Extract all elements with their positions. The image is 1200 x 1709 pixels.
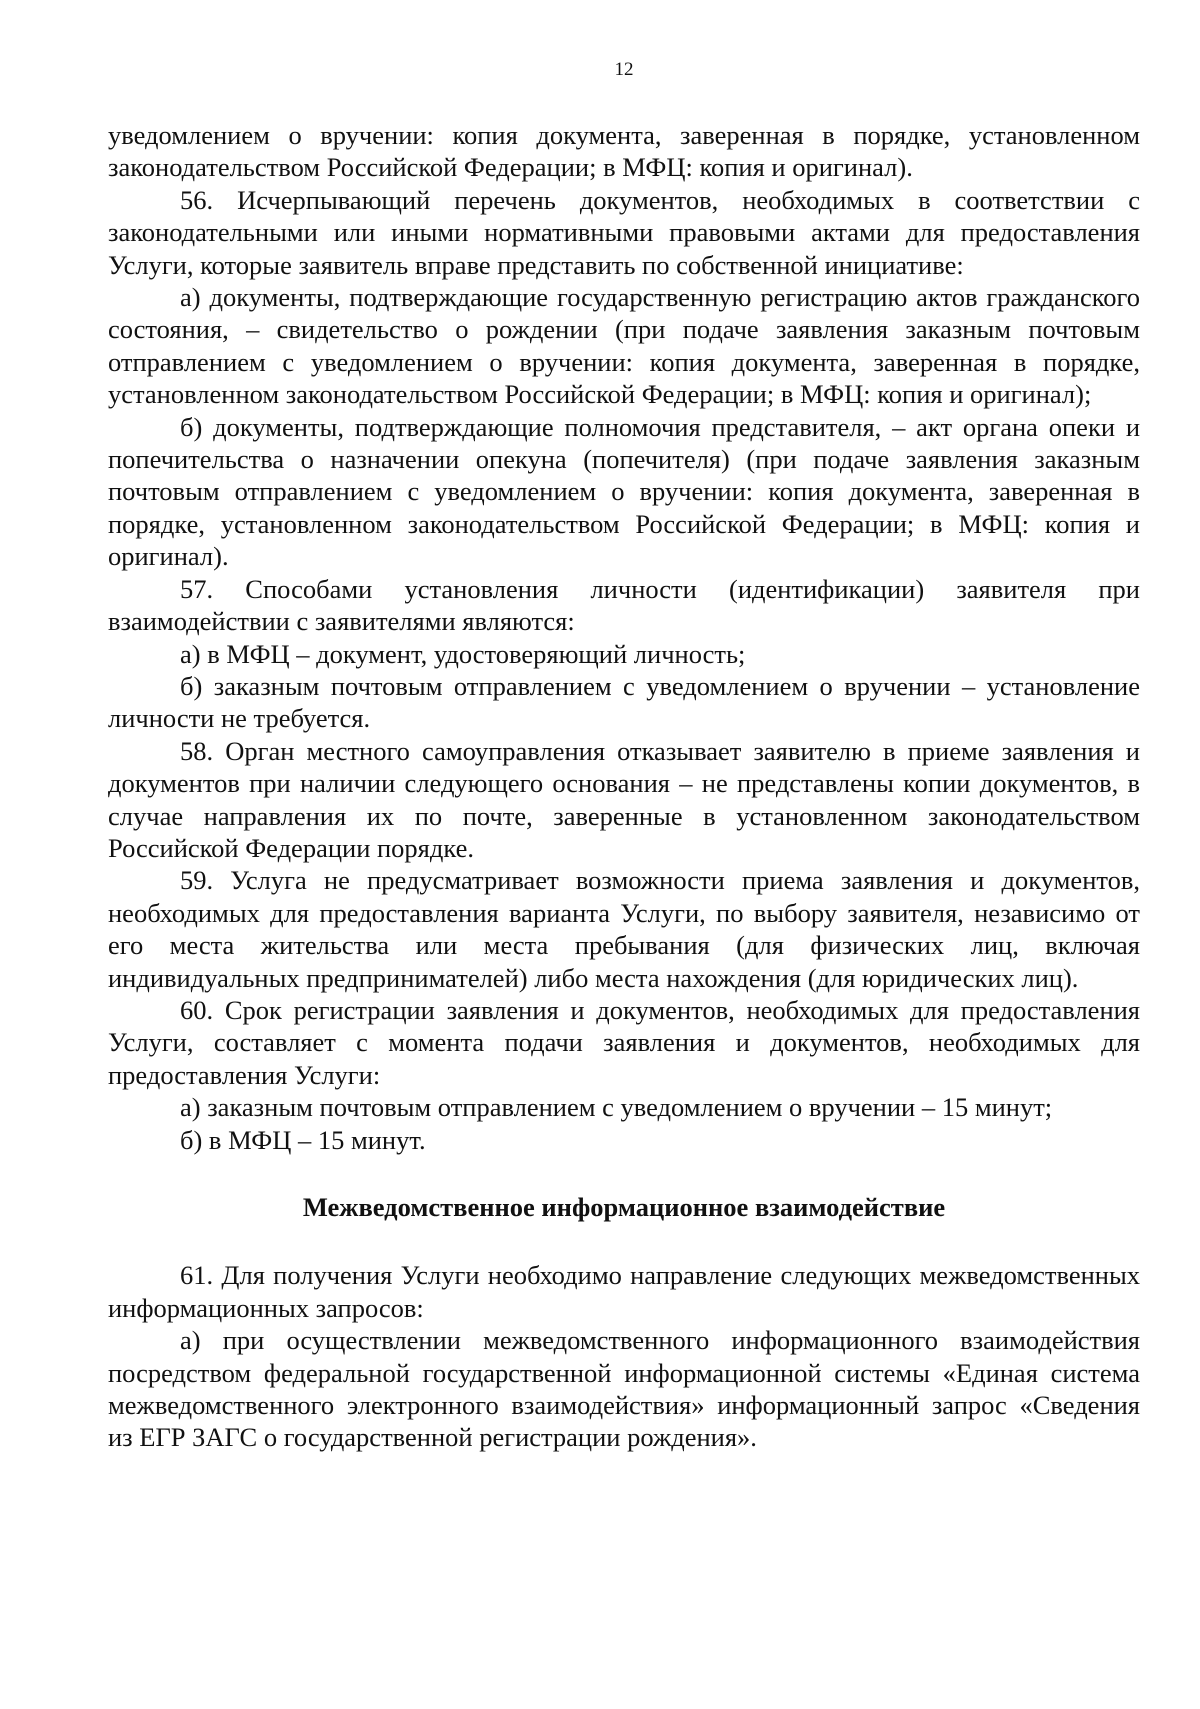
- paragraph: 60. Срок регистрации заявления и документов, необходимых для предоставления Услуги, составляет с момента подачи заявления и документов, необходимых для предоставления Услуги:: [108, 994, 1140, 1090]
- document-body-continued: [108, 1259, 1140, 1453]
- paragraph: б) документы, подтверждающие полномочия представителя, – акт органа опеки и попечительства о назначении опекуна (попечителя) (при подаче заявления заказным почтовым отправлением с уведомлением о вручении: копия документа, заверенная в порядке, установленном законодательством Российской Федерации; в МФЦ: копия и оригинал).: [108, 411, 1140, 572]
- section-heading: Межведомственное информационное взаимодействие: [302, 1192, 946, 1222]
- document-page: [108, 60, 1140, 1454]
- paragraph: б) заказным почтовым отправлением с уведомлением о вручении – установление личности не требуется.: [108, 670, 1140, 734]
- paragraph: 57. Способами установления личности (идентификации) заявителя при взаимодействии с заявителями являются:: [108, 573, 1140, 637]
- paragraph: 59. Услуга не предусматривает возможности приема заявления и документов, необходимых для предоставления варианта Услуги, по выбору заявителя, независимо от его места жительства или места пребывания (для физических лиц, включая индивидуальных предпринимателей) либо места нахождения (для юридических лиц).: [108, 865, 1140, 993]
- paragraph: а) в МФЦ – документ, удостоверяющий личность;: [180, 638, 746, 669]
- paragraph: а) документы, подтверждающие государственную регистрацию актов гражданского состояния, – свидетельство о рождении (при подаче заявления заказным почтовым отправлением с уведомлением о вручении: копия документа, заверенная в порядке, установленном законодательством Российской Федерации; в МФЦ: копия и оригинал);: [108, 282, 1140, 410]
- paragraph: 61. Для получения Услуги необходимо направление следующих межведомственных информационных запросов:: [108, 1260, 1140, 1323]
- paragraph: 56. Исчерпывающий перечень документов, необходимых в соответствии с законодательными или иными нормативными правовыми актами для предоставления Услуги, которые заявитель вправе представить по собственной инициативе:: [108, 184, 1140, 280]
- document-body: [108, 119, 1140, 1156]
- paragraph: а) заказным почтовым отправлением с уведомлением о вручении – 15 минут;: [180, 1092, 1053, 1123]
- paragraph: 58. Орган местного самоуправления отказывает заявителю в приеме заявления и документов при наличии следующего основания – не представлены копии документов, в случае направления их по почте, заверенные в установленном законодательством Российской Федерации порядке.: [108, 735, 1140, 863]
- paragraph: а) при осуществлении межведомственного информационного взаимодействия посредством федеральной государственной информационной системы «Единая система межведомственного электронного взаимодействия» информационный запрос «Сведения из ЕГР ЗАГС о государственной регистрации рождения».: [108, 1325, 1140, 1453]
- paragraph: б) в МФЦ – 15 минут.: [180, 1124, 426, 1155]
- page-number: 12: [614, 59, 634, 80]
- paragraph: уведомлением о вручении: копия документа, заверенная в порядке, установленном законодательством Российской Федерации; в МФЦ: копия и оригинал).: [108, 120, 1140, 183]
